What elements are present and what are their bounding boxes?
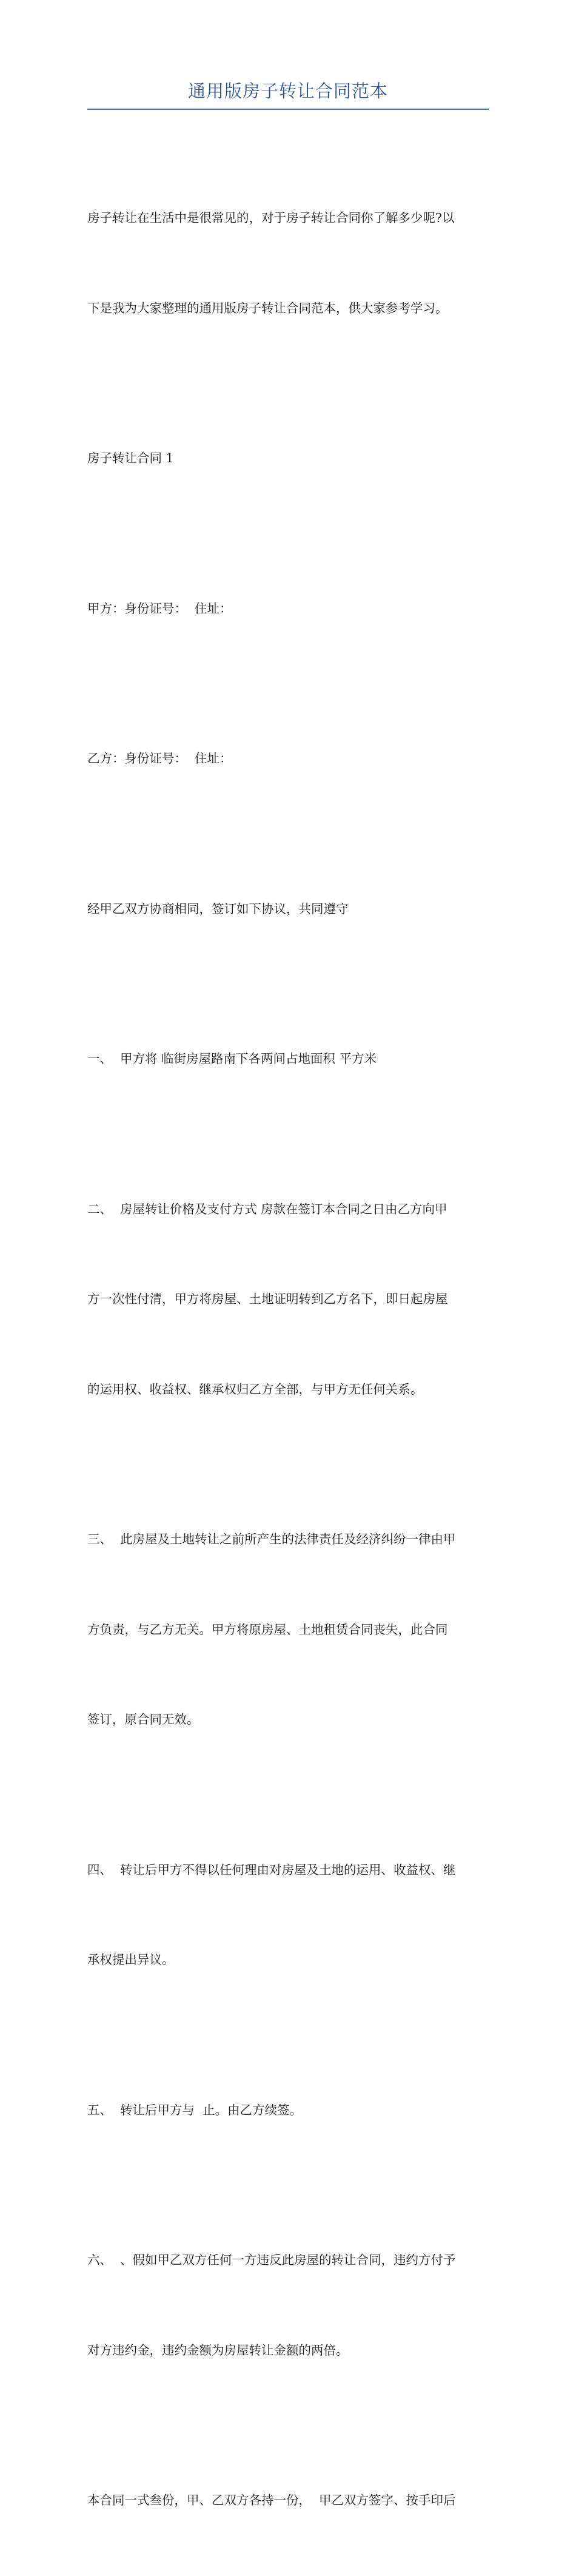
text-line: 房子转让合同 1 [87,451,174,465]
document-body [87,143,490,2576]
text-line: 对方违约金，违约金额为房屋转让金额的两倍。 [87,2342,349,2358]
text-line: 方负责，与乙方无关。甲方将原房屋、土地租赁合同丧失，此合同 [87,1622,448,1637]
paragraph-party-b [87,684,490,834]
text-line: 承权提出异议。 [87,1952,175,1967]
text-line: 本合同一式叁份，甲、乙双方各持一份， 甲乙双方签字、按手印后 [87,2493,456,2507]
text-line: 乙方：身份证号： 住址： [87,751,232,766]
title-underline [87,109,489,110]
clause-2 [87,1135,490,1465]
text-line: 三、 此房屋及土地转让之前所产生的法律责任及经济纠纷一律由甲 [87,1532,456,1546]
text-line: 六、 、假如甲乙双方任何一方违反此房屋的转让合同，违约方付予 [87,2253,456,2267]
text-line: 甲方：身份证号： 住址： [87,601,232,616]
paragraph-party-a [87,534,490,684]
clause-1 [87,984,490,1135]
paragraph-contract-heading [87,383,490,534]
text-line: 五、 转让后甲方与 止。由乙方续签。 [87,2102,303,2117]
text-line: 四、 转让后甲方不得以任何理由对房屋及土地的运用、收益权、继 [87,1862,456,1877]
text-line: 一、 甲方将 临街房屋路南下各两间占地面积 平方米 [87,1051,377,1066]
text-line: 的运用权、收益权、继承权归乙方全部，与甲方无任何关系。 [87,1381,423,1397]
clause-5 [87,2035,490,2186]
text-line: 方一次性付清，甲方将房屋、土地证明转到乙方名下，即日起房屋 [87,1292,448,1306]
text-line: 下是我为大家整理的通用版房子转让合同范本，供大家参考学习。 [87,300,448,315]
paragraph-intro [87,143,490,383]
clause-4 [87,1795,490,2035]
text-line: 经甲乙双方协商相同，签订如下协议，共同遵守 [87,901,349,916]
paragraph-agreement [87,834,490,985]
text-line: 二、 房屋转让价格及支付方式 房款在签订本合同之日由乙方向甲 [87,1201,447,1216]
text-line: 房子转让在生活中是很常见的，对于房子转让合同你了解多少呢?以 [87,211,455,225]
text-line: 签订，原合同无效。 [87,1712,199,1727]
paragraph-copies [87,2426,490,2576]
document-title: 通用版房子转让合同范本 [187,81,388,101]
clause-3 [87,1465,490,1795]
clause-6 [87,2185,490,2426]
